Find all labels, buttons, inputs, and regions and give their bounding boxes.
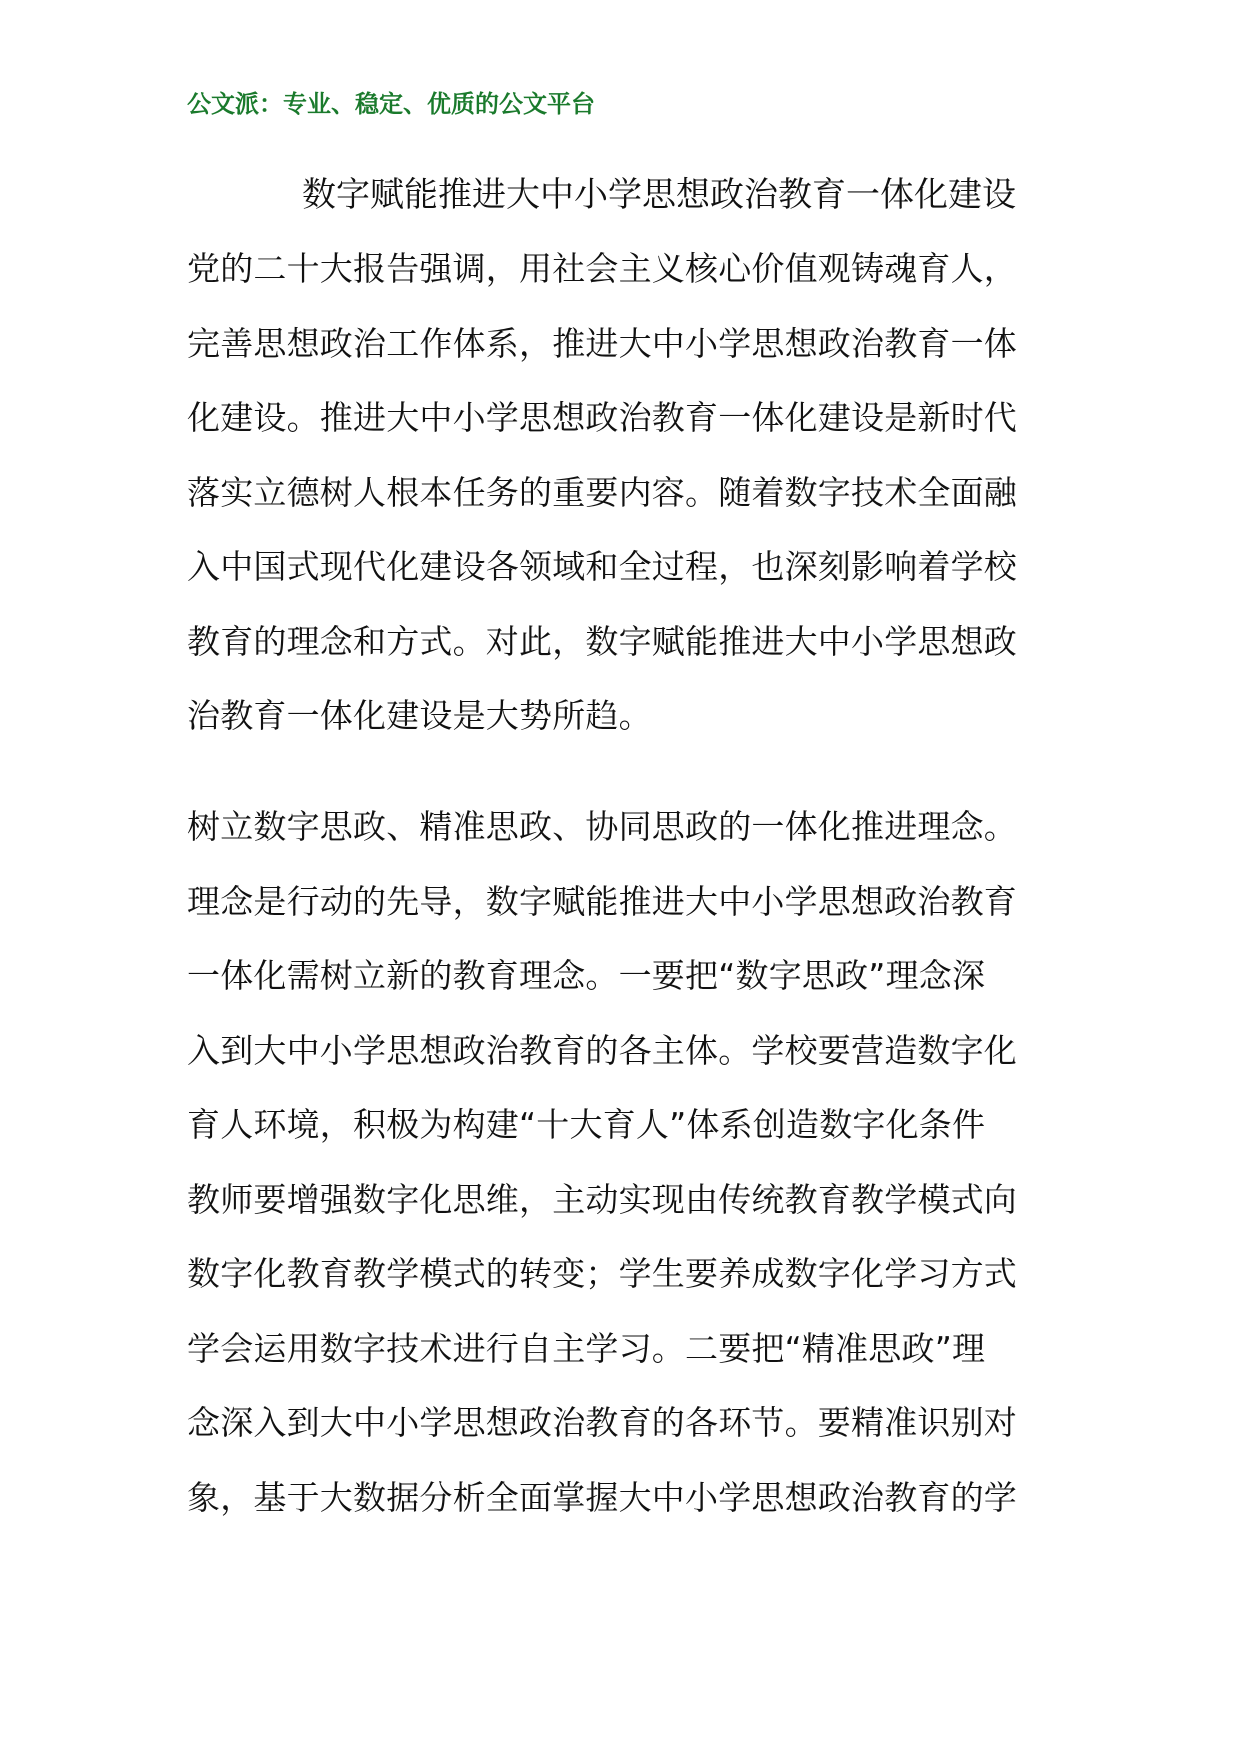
paragraph-1 [187,232,1067,754]
paragraph-line: 党的二十大报告强调，用社会主义核心价值观铸魂育人， [187,249,1017,288]
paragraph-line: 入中国式现代化建设各领域和全过程，也深刻影响着学校 [187,547,1017,586]
paragraph-line: 理念是行动的先导，数字赋能推进大中小学思想政治教育 [187,881,1017,921]
paragraph-line: 象，基于大数据分析全面掌握大中小学思想政治教育的学 [187,1477,1017,1517]
paragraph-line: 治教育一体化建设是大势所趋。 [187,696,652,735]
paragraph-2 [187,790,1067,1535]
paragraph-line: 完善思想政治工作体系，推进大中小学思想政治教育一体 [187,323,1017,363]
paragraph-line: 树立数字思政、精准思政、协同思政的一体化推进理念。 [187,807,1017,846]
paragraph-line: 入到大中小学思想政治教育的各主体。学校要营造数字化 [187,1030,1017,1070]
paragraph-line: 念深入到大中小学思想政治教育的各环节。要精准识别对 [187,1403,1017,1442]
paragraph-line: 育人环境，积极为构建“十大育人”体系创造数字化条件 [187,1105,986,1144]
paragraph-line: 一体化需树立新的教育理念。一要把“数字思政”理念深 [187,956,986,995]
paragraph-line: 数字化教育教学模式的转变；学生要养成数字化学习方式 [187,1254,1017,1293]
header-banner: 公文派：专业、稳定、优质的公文平台 [187,89,595,118]
paragraph-line: 落实立德树人根本任务的重要内容。随着数字技术全面融 [187,472,1017,512]
document-title: 数字赋能推进大中小学思想政治教育一体化建设 [302,175,1016,215]
paragraph-line: 教师要增强数字化思维，主动实现由传统教育教学模式向 [187,1179,1017,1219]
paragraph-line: 学会运用数字技术进行自主学习。二要把“精准思政”理 [187,1328,986,1368]
paragraph-line: 化建设。推进大中小学思想政治教育一体化建设是新时代 [187,398,1017,437]
paragraph-line: 教育的理念和方式。对此，数字赋能推进大中小学思想政 [187,621,1017,661]
